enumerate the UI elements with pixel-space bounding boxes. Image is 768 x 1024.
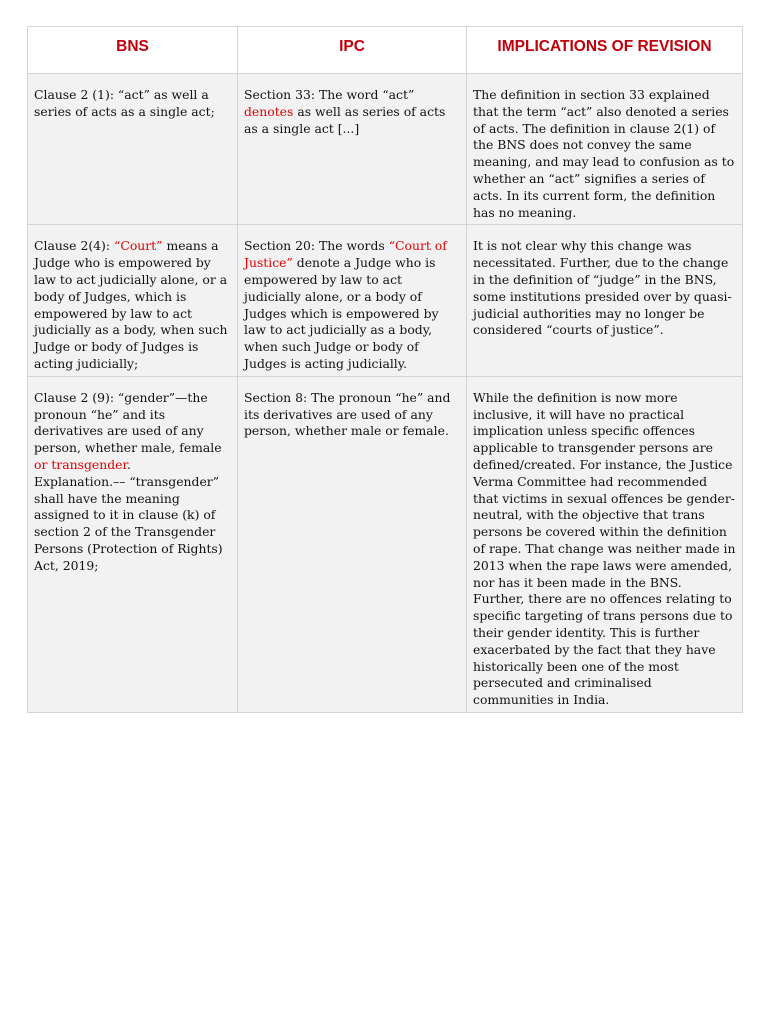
- bns-text: Clause 2 (1): “act” as well a series of acts as a single act;: [34, 87, 215, 119]
- ipc-text: Section 33: The word “act”: [244, 87, 415, 102]
- table-row: [28, 74, 743, 225]
- bns-text: Clause 2(4):: [34, 238, 114, 254]
- table-row: [28, 376, 743, 712]
- implication-cell: [467, 376, 743, 712]
- ipc-cell: [238, 376, 467, 712]
- implication-cell: [467, 74, 743, 225]
- header-ipc: IPC: [238, 27, 467, 74]
- bns-cell: [28, 74, 238, 225]
- bns-cell: [28, 225, 238, 376]
- header-row: [28, 27, 743, 74]
- header-implications: IMPLICATIONS OF REVISION: [467, 27, 743, 74]
- ipc-text: Section 20: The words: [244, 238, 389, 254]
- bns-highlight: or transgender: [34, 456, 128, 472]
- implication-text: The definition in section 33 explained that the term “act” also denoted a series of acts. The definition in clause 2(1) of the BNS does not convey the same meaning, and may lead to confusion as to whether an “act” signifies a series of acts. In its current form, the definition has no meaning.: [473, 87, 735, 220]
- table-row: [28, 225, 743, 376]
- bns-explanation: Explanation.–– “transgender” shall have the meaning assigned to it in clause (k) of section 2 of the Transgender Persons (Protection of Rights) Act, 2019;: [34, 473, 223, 573]
- ipc-cell: [238, 74, 467, 225]
- ipc-text: Section 8: The pronoun “he” and its derivatives are used of any person, whether male or female.: [244, 389, 451, 439]
- header-bns: BNS: [28, 27, 238, 74]
- ipc-highlight: denotes: [244, 103, 294, 119]
- bns-cell: [28, 376, 238, 712]
- implication-text: It is not clear why this change was necessitated. Further, due to the change in the definition of “judge” in the BNS, some institutions presided over by quasi-judicial authorities may no longer be considered “courts of justice”.: [473, 238, 732, 338]
- bns-highlight: “Court”: [114, 238, 163, 254]
- implication-text: While the definition is now more inclusive, it will have no practical implication unless specific offences applicable to transgender persons are defined/created. For instance, the Justice Verma Committee had recommended that victims in sexual offences be gender-neutral, with the objective that trans persons be covered within the definition of rape. That change was neither made in 2013 when the rape laws were amended, nor has it been made in the BNS. Further, there are no offences relating to specific targeting of trans persons due to their gender identity. This is further exacerbated by the fact that they have historically been one of the most persecuted and criminalised communities in India.: [473, 389, 736, 708]
- ipc-text: as well as series of acts as a single act [...]: [244, 103, 446, 136]
- ipc-cell: [238, 225, 467, 376]
- bns-text: .: [127, 456, 131, 472]
- implication-cell: [467, 225, 743, 376]
- comparison-table: [27, 26, 743, 713]
- ipc-text: denote a Judge who is empowered by law to act judicially alone, or a body of Judges which is empowered by law to act judicially as a body, when such Judge or body of Judges is acting judicially.: [244, 255, 439, 371]
- bns-text: Clause 2 (9): “gender”—the pronoun “he” and its derivatives are used of any person, whether male, female: [34, 389, 222, 456]
- ipc-highlight: “Court of Justice”: [244, 238, 447, 271]
- bns-text: means a Judge who is empowered by law to act judicially alone, or a body of Judges, which is empowered by law to act judicially as a body, when such Judge or body of Judges is acting judicially;: [34, 238, 228, 371]
